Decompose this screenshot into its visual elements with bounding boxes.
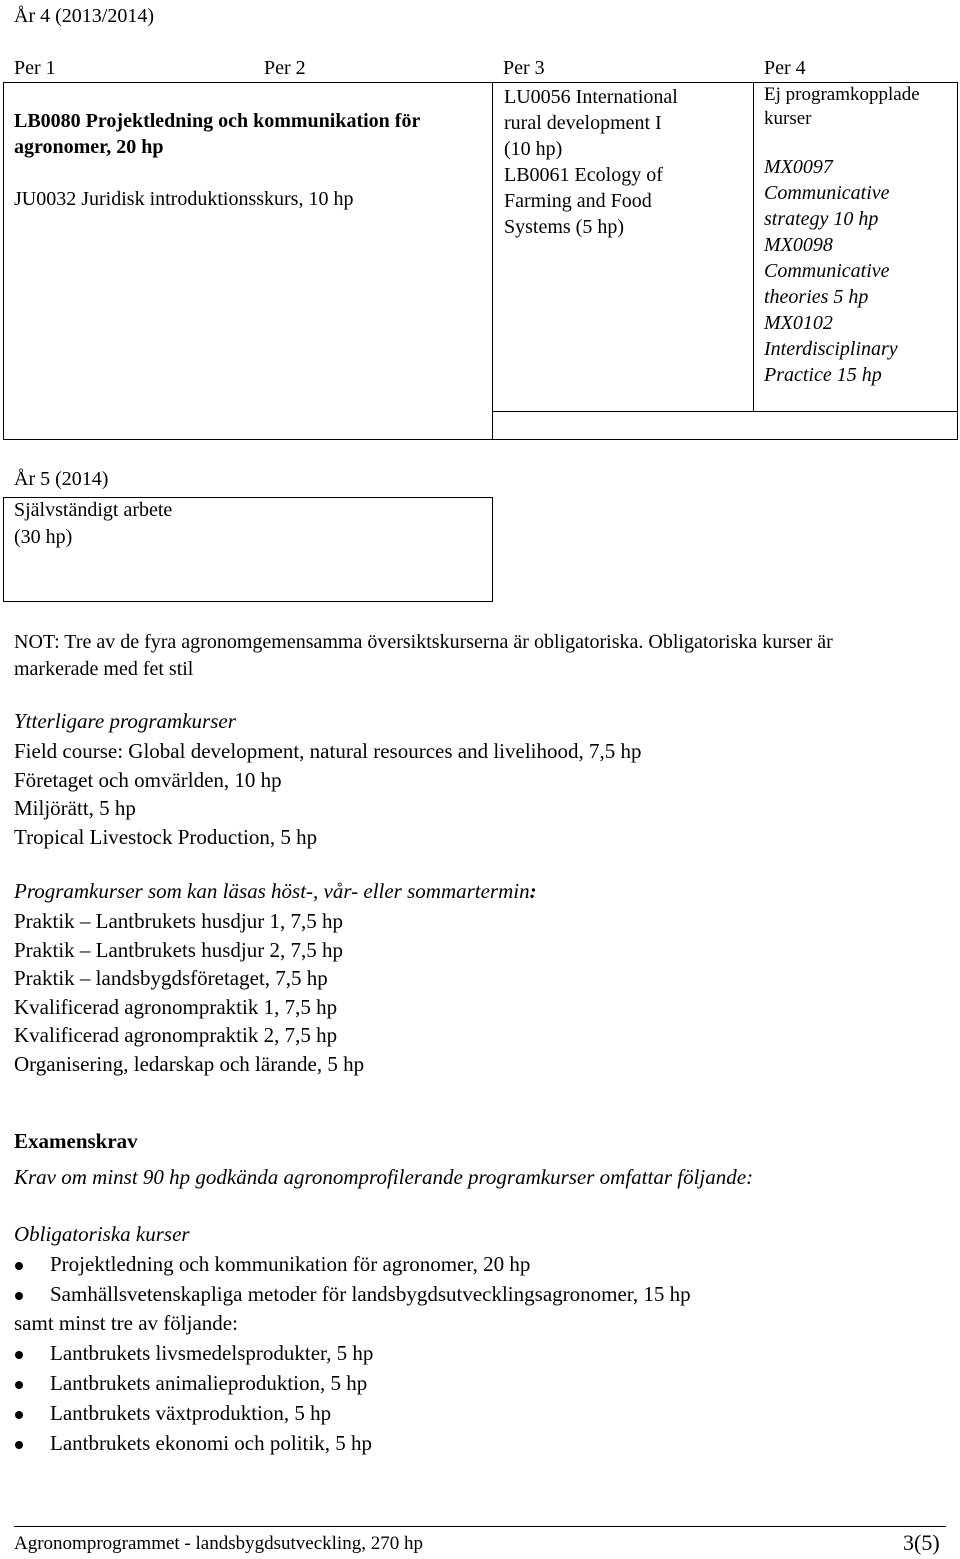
choice-item: Lantbrukets animalieproduktion, 5 hp	[50, 1371, 368, 1395]
list-item: Praktik – Lantbrukets husdjur 1, 7,5 hp	[14, 909, 343, 933]
period-label-2: Per 2	[264, 57, 306, 79]
course-lb0080-line1: LB0080 Projektledning och kommunikation för	[14, 110, 421, 132]
per4-line: theories 5 hp	[764, 286, 869, 308]
bullet-icon	[15, 1351, 23, 1359]
per4-course-list	[764, 154, 898, 388]
list-item: Organisering, ledarskap och lärande, 5 hp	[14, 1051, 365, 1076]
any-term-colon: :	[529, 879, 537, 903]
per3-course-list	[504, 84, 678, 240]
choice-item: Lantbrukets livsmedelsprodukter, 5 hp	[50, 1341, 374, 1365]
per4-line: Practice 15 hp	[764, 364, 882, 386]
per3-line: LU0056 International	[504, 86, 678, 108]
list-item: Företaget och omvärlden, 10 hp	[14, 767, 282, 792]
per4-line: Communicative	[764, 182, 890, 204]
note-line2: markerade med fet stil	[14, 658, 194, 680]
per4-line: Interdisciplinary	[764, 338, 898, 360]
list-item: Praktik – Lantbrukets husdjur 2, 7,5 hp	[14, 937, 343, 962]
per4-line: MX0102	[764, 312, 833, 334]
per4-heading	[764, 83, 920, 131]
list-item: Kvalificerad agronompraktik 1, 7,5 hp	[14, 994, 338, 1019]
list-item: Field course: Global development, natural resources and livelihood, 7,5 hp	[14, 739, 642, 763]
course-lb0080-line2: agronomer, 20 hp	[14, 136, 164, 158]
mandatory-heading: Obligatoriska kurser	[14, 1222, 190, 1246]
bullet-icon	[15, 1381, 23, 1389]
period-label-4: Per 4	[764, 57, 806, 79]
per4-heading-line: kurser	[764, 108, 812, 129]
per4-line: strategy 10 hp	[764, 208, 879, 230]
per4-heading-line: Ej programkopplade	[764, 84, 920, 105]
exam-heading: Examenskrav	[14, 1129, 138, 1153]
choice-item: Lantbrukets ekonomi och politik, 5 hp	[50, 1431, 372, 1455]
list-item: Miljörätt, 5 hp	[14, 796, 136, 820]
bullet-icon	[15, 1292, 23, 1300]
any-term-list	[14, 907, 364, 1078]
per3-line: Systems (5 hp)	[504, 216, 624, 238]
per4-line: Communicative	[764, 260, 890, 282]
period-label-1: Per 1	[14, 57, 56, 79]
page-number: 3(5)	[903, 1530, 940, 1555]
footer-rule	[14, 1526, 946, 1527]
bullet-icon	[15, 1441, 23, 1449]
thesis-line2: (30 hp)	[14, 526, 73, 548]
per3-line: LB0061 Ecology of	[504, 164, 663, 186]
exam-requirement: Krav om minst 90 hp godkända agronomprofilerande programkurser omfattar följande:	[14, 1165, 754, 1189]
mandatory-item: Samhällsvetenskapliga metoder för landsbygdsutvecklingsagronomer, 15 hp	[50, 1282, 691, 1306]
note-line1: NOT: Tre av de fyra agronomgemensamma översiktskurserna är obligatoriska. Obligatoriska kurser är	[14, 631, 833, 653]
list-item: Tropical Livestock Production, 5 hp	[14, 824, 318, 849]
bullet-icon	[15, 1411, 23, 1419]
list-item: Praktik – landsbygdsföretaget, 7,5 hp	[14, 966, 328, 990]
bullet-icon	[15, 1262, 23, 1270]
any-term-heading-text: Programkurser som kan läsas höst-, vår- eller sommartermin	[14, 879, 530, 903]
list-item: Kvalificerad agronompraktik 2, 7,5 hp	[14, 1023, 338, 1047]
per3-line: (10 hp)	[504, 138, 563, 160]
choose-text: samt minst tre av följande:	[14, 1311, 238, 1335]
per4-line: MX0098	[764, 234, 833, 256]
per4-line: MX0097	[764, 156, 833, 178]
thesis-line1: Självständigt arbete	[14, 499, 173, 521]
year5-heading: År 5 (2014)	[14, 468, 109, 490]
per3-line: rural development I	[504, 112, 662, 134]
mandatory-item: Projektledning och kommunikation för agronomer, 20 hp	[50, 1252, 531, 1276]
per3-line: Farming and Food	[504, 190, 652, 212]
choice-item: Lantbrukets växtproduktion, 5 hp	[50, 1401, 332, 1425]
extra-courses-heading: Ytterligare programkurser	[14, 709, 236, 733]
footer-title: Agronomprogrammet - landsbygdsutveckling, 270 hp	[14, 1533, 423, 1554]
period-label-3: Per 3	[503, 57, 545, 79]
extra-courses-list	[14, 737, 642, 851]
any-term-heading	[14, 879, 537, 904]
course-ju0032: JU0032 Juridisk introduktionsskurs, 10 hp	[14, 188, 354, 210]
year4-heading: År 4 (2013/2014)	[14, 5, 154, 27]
